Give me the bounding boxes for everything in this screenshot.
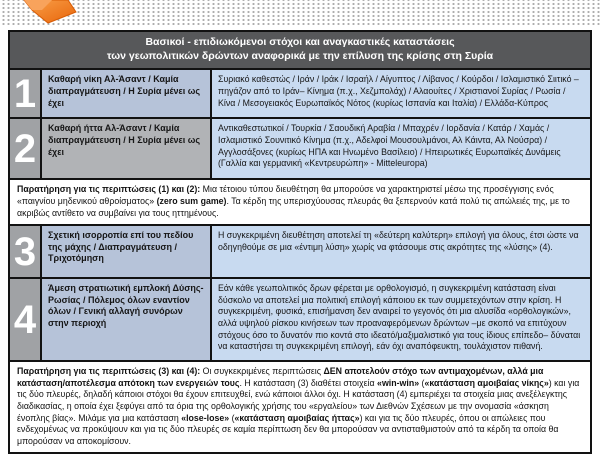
dotted-pattern-band — [0, 0, 600, 26]
table-row-3 — [10, 224, 590, 277]
row-number: 1 — [10, 70, 42, 117]
orange-arrow-icon — [12, 0, 82, 24]
table-row-2 — [10, 117, 590, 178]
actors-cell: Αντικαθεστωτικοί / Τουρκία / Σαουδική Αραβία / Μπαχρέν / Ιορδανία / Κατάρ / Χαμάς / Ισλαμιστικό Σουνιτικό Κίνημα (π.χ., Αδελφοί Μουσουλμάνοι, Αλ Κάιντα, Αλ Νούσρα) / Αγγλοσάξονες (κυρίως ΗΠΑ και Ηνωμένο Βασίλειο) / Ηπειρωτικές Ευρωπαϊκές Δυνάμεις (Γαλλία και γερμανική «Κεντρευρώπη» - Mitteleuropa) — [212, 119, 590, 178]
table-title-line2: των γεωπολιτικών δρώντων αναφορικά με την επίλυση της κρίσης στη Συρία — [106, 49, 494, 62]
table-row-4 — [10, 277, 590, 360]
table-row-1 — [10, 68, 590, 117]
scenario-cell: Καθαρή ήττα Αλ-Άσαντ / Καμία διαπραγμάτευση / Η Συρία μένει ως έχει — [42, 119, 212, 178]
table-title-line1: Βασικοί - επιδιωκόμενοι στόχοι και αναγκαστικές καταστάσεις — [145, 36, 455, 48]
note-cases-1-2: Παρατήρηση για τις περιπτώσεις (1) και (2): Μια τέτοιου τύπου διευθέτηση θα μπορούσε να χαρακτηριστεί μέσω της προσέγγισης ενός «παιγνίου μηδενικού αθροίσματος» (zero sum game). Τα κέρδη της υπερισχύουσας πλευράς θα ξεπερνούν κατά πολύ τις απώλειές της, με το ακριβώς αντίθετο να συμβαίνει για τους ηττημένους. — [10, 178, 590, 224]
row-number: 2 — [10, 119, 42, 178]
row-number: 3 — [10, 226, 42, 277]
scenario-cell: Σχετική ισορροπία επί του πεδίου της μάχης / Διαπραγμάτευση / Τριχοτόμηση — [42, 226, 212, 277]
scenario-cell: Άμεση στρατιωτική εμπλοκή Δύσης-Ρωσίας / Πόλεμος όλων εναντίον όλων / Γενική αλλαγή συνόρων στην περιοχή — [42, 279, 212, 360]
scenario-cell: Καθαρή νίκη Αλ-Άσαντ / Καμία διαπραγμάτευση / Η Συρία μένει ως έχει — [42, 70, 212, 117]
row-number: 4 — [10, 279, 42, 360]
actors-cell: Εάν κάθε γεωπολιτικός δρων φέρεται με ορθολογισμό, η συγκεκριμένη κατάσταση είναι δύσκολο να αποτελεί μια πολιτική επιλογή κάποιου εκ των συμμετεχόντων στην κρίση. Η συγκεκριμένη, φυσικά, επισήμανση δεν αναιρεί το γεγονός ότι μια αλυσίδα «ορθολογικών», αλλά υψηλού ρίσκου κινήσεων των προαναφερόμενων δρώντων –με σκοπό να επιτύχουν στόχους όσο το δυνατόν πιο κοντά στο ιδεατό/μαξιμαλιστικό για τους ίδιους επίπεδο– δύναται να καταστήσει τη συγκεκριμένη επιλογή, εάν όχι αναπόφευκτη, τουλάχιστον πιθανή. — [212, 279, 590, 360]
table-title — [10, 32, 590, 68]
actors-cell: Συριακό καθεστώς / Ιράν / Ιράκ / Ισραήλ / Αίγυπτος / Λίβανος / Κούρδοι / Ισλαμιστικό Σιιτικό –πηγάζον από το Ιράν– Κίνημα (π.χ., Χεζμπολάχ) / Αλαουίτες / Χριστιανοί Συρίας / Ρωσία / Κίνα / Μεσογειακός Ευρωπαϊκός Νότος (κυρίως Ισπανία και Ιταλία) / Ελλάδα-Κύπρος — [212, 70, 590, 117]
geopolitical-scenarios-table — [8, 30, 592, 454]
note-cases-3-4: Παρατήρηση για τις περιπτώσεις (3) και (4): Οι συγκεκριμένες περιπτώσεις ΔΕΝ αποτελούν στόχο των αντιμαχομένων, αλλά μια κατάσταση/αποτέλεσμα απότοκη των ενεργειών τους. Η κατάσταση (3) διαθέτει στοιχεία «win-win» («κατάσταση αμοιβαίας νίκης») και για τις δύο πλευρές, δηλαδή κάποιοι στόχοι θα έχουν επιτευχθεί, ενώ κάποιοι άλλοι όχι. Η κατάσταση (4) εμπεριέχει τα στοιχεία μιας ανεξέλεγκτης διαδικασίας, η οποία έχει ξεφύγει από τα όρια της ορθολογικής χρήσης του «εργαλείου» των Διεθνών Σχέσεων με την ονομασία «άσκηση ένοπλης βίας». Μιλάμε για μια κατάσταση «lose-lose» («κατάσταση αμοιβαίας ήττας») και για τις δύο πλευρές, όπου οι απώλειες που ενδεχομένως να προκύψουν και για τις δύο πλευρές σε καμία περίπτωση δεν θα μπορούσαν να αντισταθμιστούν από τα κέρδη τα οποία θα μπορούσαν να αποκομίσουν. — [10, 360, 590, 452]
actors-cell: Η συγκεκριμένη διευθέτηση αποτελεί τη «δεύτερη καλύτερη» επιλογή για όλους, έτσι ώστε να οδηγηθούμε σε μια «έντιμη λύση» χωρίς να φτάσουμε στις ακρότητες της «λύσης» (4). — [212, 226, 590, 277]
